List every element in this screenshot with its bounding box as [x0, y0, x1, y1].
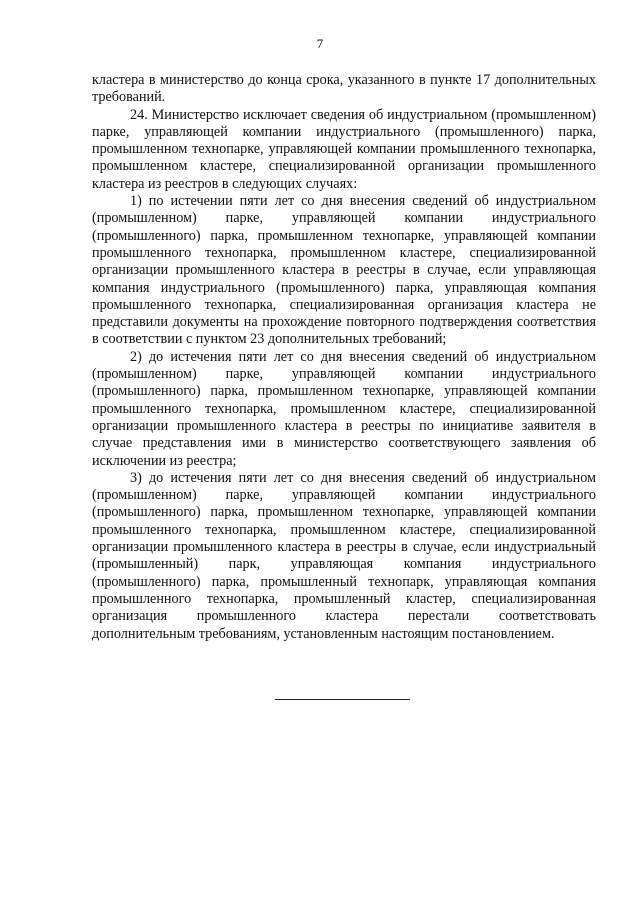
paragraph-continuation: кластера в министерство до конца срока, указанного в пункте 17 дополнительных требований.: [92, 72, 596, 106]
end-separator-line: [275, 699, 410, 700]
paragraph-subitem-3: 3) до истечения пяти лет со дня внесения сведений об индустриальном (промышленном) парке, управляющей компании индустриального (промышленного) парка, промышленном технопарке, управляющей компании промышленного технопарка, промышленном кластере, специализированной организации промышленного кластера в реестры в случае, если индустриальный (промышленный) парк, управляющая компания индустриального (промышленного) парка, промышленный технопарк, управляющая компания промышленного технопарка, промышленный кластер, специализированная организация промышленного кластера перестали соответствовать дополнительным требованиям, установленным настоящим постановлением.: [92, 469, 596, 642]
document-body: [92, 72, 596, 643]
page-number: 7: [316, 36, 324, 51]
paragraph-subitem-2: 2) до истечения пяти лет со дня внесения сведений об индустриальном (промышленном) парке, управляющей компании индустриального (промышленного) парка, промышленном технопарке, управляющей компании промышленного технопарка, промышленном кластере, специализированной организации промышленного кластера в реестры по инициативе заявителя в случае представления ими в министерство соответствующего заявления об исключении из реестра;: [92, 348, 596, 469]
paragraph-subitem-1: 1) по истечении пяти лет со дня внесения сведений об индустриальном (промышленном) парке, управляющей компании индустриального (промышленного) парка, промышленном технопарке, управляющей компании промышленного технопарка, промышленном кластере, специализированной организации промышленного кластера в реестры в случае, если управляющая компания индустриального (промышленного) парка, управляющая компания промышленного технопарка, специализированная организация кластера не представили документы на прохождение повторного подтверждения соответствия в соответствии с пунктом 23 дополнительных требований;: [92, 193, 596, 348]
paragraph-item-24: 24. Министерство исключает сведения об индустриальном (промышленном) парке, управляющей компании индустриального (промышленного) парка, промышленном технопарке, управляющей компании промышленного технопарка, промышленном кластере, специализированной организации промышленного кластера из реестров в следующих случаях:: [92, 106, 596, 192]
